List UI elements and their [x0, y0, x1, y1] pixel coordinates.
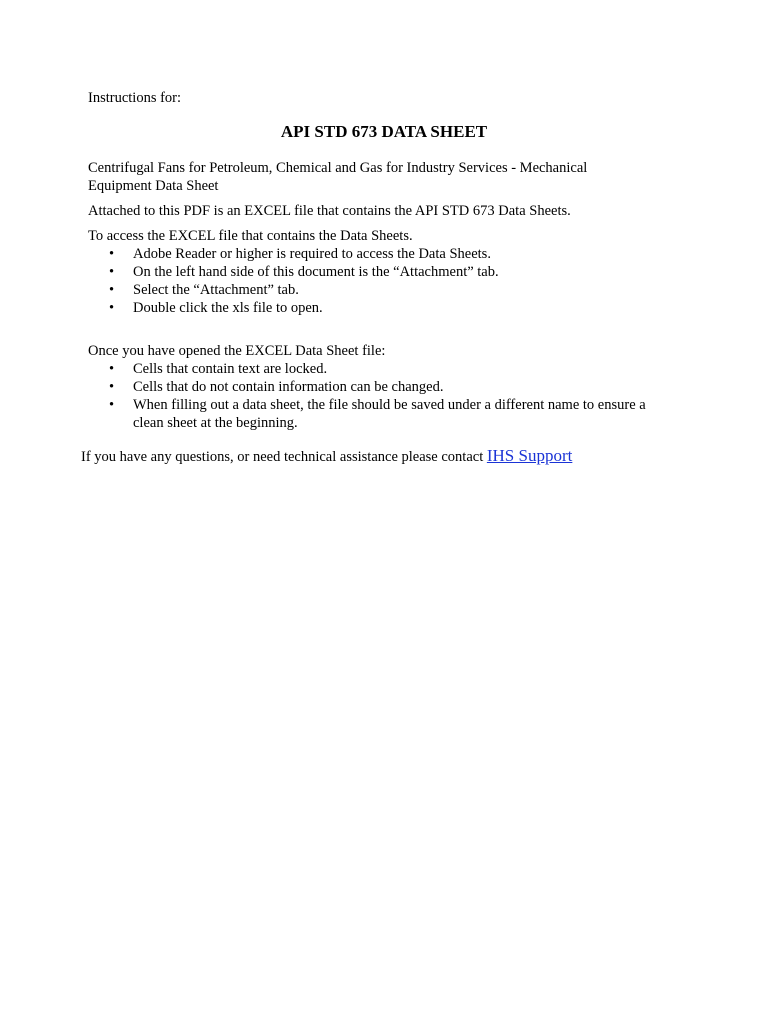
- ihs-support-link[interactable]: IHS Support: [486, 446, 573, 465]
- list-item-text: Cells that do not contain information can be changed.: [133, 379, 444, 395]
- document-description: Centrifugal Fans for Petroleum, Chemical and Gas for Industry Services - Mechanical Equipment Data Sheet: [88, 160, 588, 194]
- list-item: [88, 245, 688, 263]
- list-item-text: When filling out a data sheet, the file should be saved under a different name to ensure a clean sheet at the beginning.: [133, 397, 646, 431]
- list-item: [88, 299, 688, 317]
- bullet-icon: •: [109, 300, 115, 316]
- access-steps-list: [88, 245, 688, 317]
- bullet-icon: •: [109, 379, 115, 395]
- list-item-text: Adobe Reader or higher is required to access the Data Sheets.: [133, 246, 491, 262]
- bullet-icon: •: [109, 397, 115, 413]
- bullet-icon: •: [109, 246, 115, 262]
- list-item: [88, 263, 688, 281]
- contact-line: [81, 447, 572, 466]
- opened-intro: Once you have opened the EXCEL Data Sheet file:: [88, 343, 386, 359]
- list-item-text: Double click the xls file to open.: [133, 300, 323, 316]
- opened-notes-list: [88, 360, 688, 432]
- document-title: API STD 673 DATA SHEET: [280, 122, 488, 141]
- instructions-intro: Instructions for:: [88, 90, 182, 106]
- list-item: [88, 360, 688, 378]
- list-item: [88, 378, 688, 396]
- list-item-text: Select the “Attachment” tab.: [133, 282, 299, 298]
- bullet-icon: •: [109, 264, 115, 280]
- access-intro: To access the EXCEL file that contains the Data Sheets.: [88, 228, 413, 244]
- list-item: [88, 396, 688, 432]
- opened-file-instructions: [88, 342, 688, 432]
- list-item-text: Cells that contain text are locked.: [133, 361, 328, 377]
- list-item: [88, 281, 688, 299]
- attachment-note: Attached to this PDF is an EXCEL file that contains the API STD 673 Data Sheets.: [88, 203, 571, 219]
- bullet-icon: •: [109, 361, 115, 377]
- list-item-text: On the left hand side of this document is the “Attachment” tab.: [133, 264, 499, 280]
- access-instructions: [88, 227, 688, 317]
- contact-text: If you have any questions, or need technical assistance please contact: [81, 449, 484, 465]
- bullet-icon: •: [109, 282, 115, 298]
